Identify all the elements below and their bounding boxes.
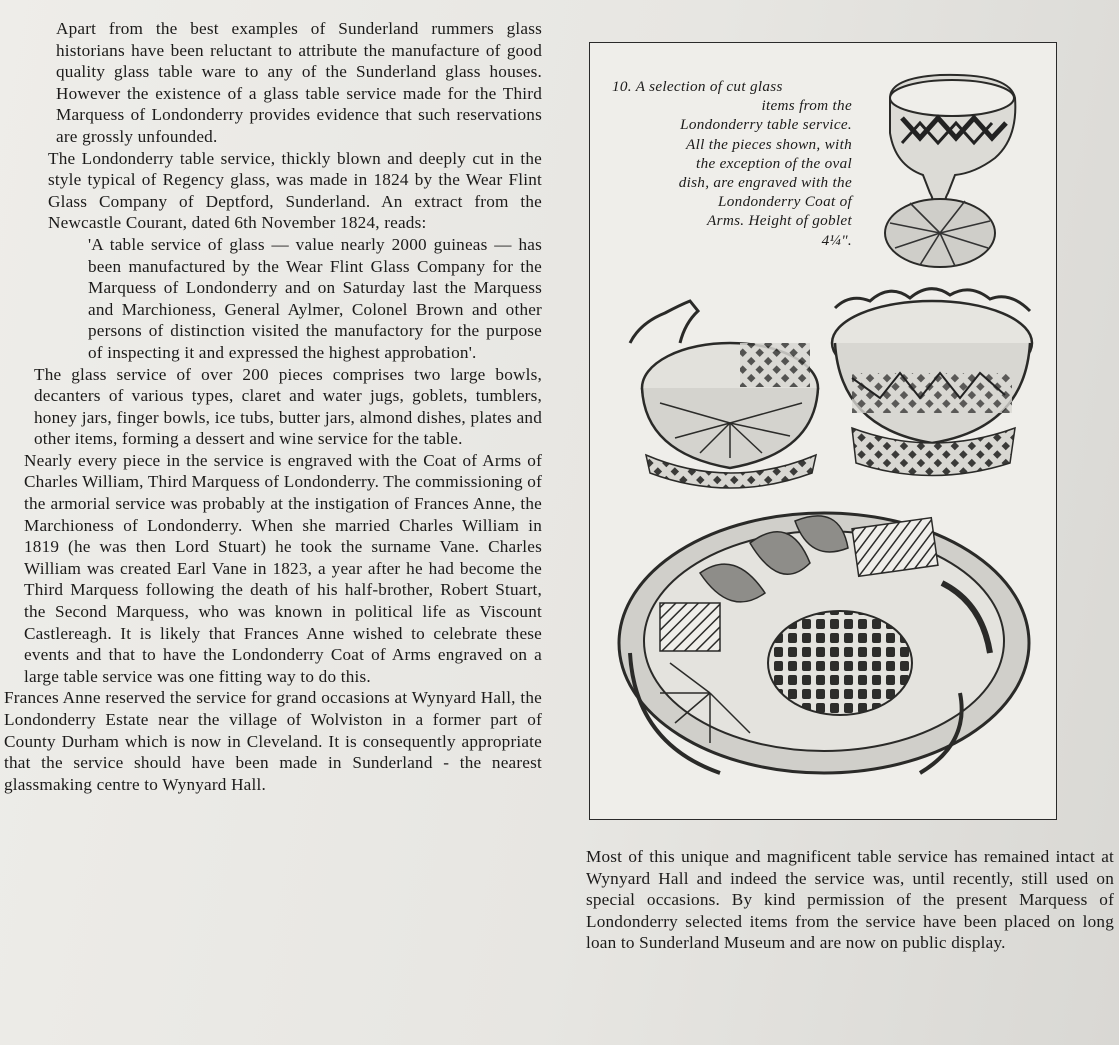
left-text-column (4, 18, 542, 795)
paragraph-coat-of-arms: Nearly every piece in the service is engraved with the Coat of Arms of Charles William, Third Marquess of Londonderry. The commissioning of the armorial service was probably at the instigation of Frances Anne, the Marchioness of Londonderry. When she married Charles William in 1819 (he was then Lord Stuart) he took the surname Vane. Charles William was created Earl Vane in 1823, a year after he had become the Third Marquess following the death of his half-brother, Robert Stuart, the Second Marquess, who was known in political life as Viscount Castlereagh. It is likely that Frances Anne wished to celebrate these events and that to have the Londonderry Coat of Arms engraved on a large table service was one fitting way to do this. (24, 450, 542, 686)
caption-line: 4¼". (821, 231, 852, 249)
caption-line: Londonderry Coat of (718, 193, 852, 211)
paragraph-service-origin: The Londonderry table service, thickly blown and deeply cut in the style typical of Regency glass, was made in 1824 by the Wear Flint Glass Company of Deptford, Sunderland. An extract from the Newcastle Courant, dated 6th November 1824, reads: (48, 148, 542, 233)
caption-line: All the pieces shown, with (686, 135, 852, 153)
glassware-illustration (590, 43, 1056, 819)
small-bowl-illustration (630, 301, 818, 488)
caption-line: dish, are engraved with the (678, 174, 852, 192)
caption-line: 10. A selection of cut glass (612, 78, 783, 95)
goblet-illustration (885, 75, 1015, 267)
paragraph-wynyard-hall: Frances Anne reserved the service for grand occasions at Wynyard Hall, the Londonderry Estate near the village of Wolviston in a former part of County Durham which is now in Cleveland. It is consequently appropriate that the service should have been made in Sunderland - the nearest glassmaking centre to Wynyard Hall. (4, 688, 542, 794)
caption-line: the exception of the oval (696, 154, 852, 172)
paragraph-intro: Apart from the best examples of Sunderland rummers glass historians have been reluctant to attribute the manufacture of good quality glass table ware to any of the Sunderland glass houses. However the existence of a glass table service made for the Third Marquess of Londonderry provides evidence that such reservations are grossly unfounded. (56, 19, 542, 146)
right-text-column (586, 846, 1114, 954)
caption-line: Arms. Height of goblet (707, 212, 852, 230)
large-bowl-illustration (832, 289, 1032, 476)
paragraph-current-display: Most of this unique and magnificent table service has remained intact at Wynyard Hall and indeed the service was, until recently, still used on special occasions. By kind permission of the present Marquess of Londonderry selected items from the service have been placed on long loan to Sunderland Museum and are now on public display. (586, 847, 1114, 953)
caption-line: items from the (761, 97, 852, 115)
paragraph-service-contents: The glass service of over 200 pieces comprises two large bowls, decanters of various types, claret and water jugs, goblets, tumblers, honey jars, finger bowls, ice tubs, butter jars, almond dishes, plates and other items, forming a dessert and wine service for the table. (34, 364, 542, 449)
figure-box (589, 42, 1057, 820)
caption-line: Londonderry table service. (680, 116, 852, 134)
newspaper-quote: 'A table service of glass — value nearly 2000 guineas — has been manufactured by the Wear Flint Glass Company for the Marquess of Londonderry and on Saturday last the Marquess and Marchioness, General Aylmer, Colonel Brown and other persons of distinction visited the manufactory for the purpose of inspecting it and expressed the highest approbation'. (88, 234, 542, 362)
oval-dish-illustration (619, 513, 1029, 773)
